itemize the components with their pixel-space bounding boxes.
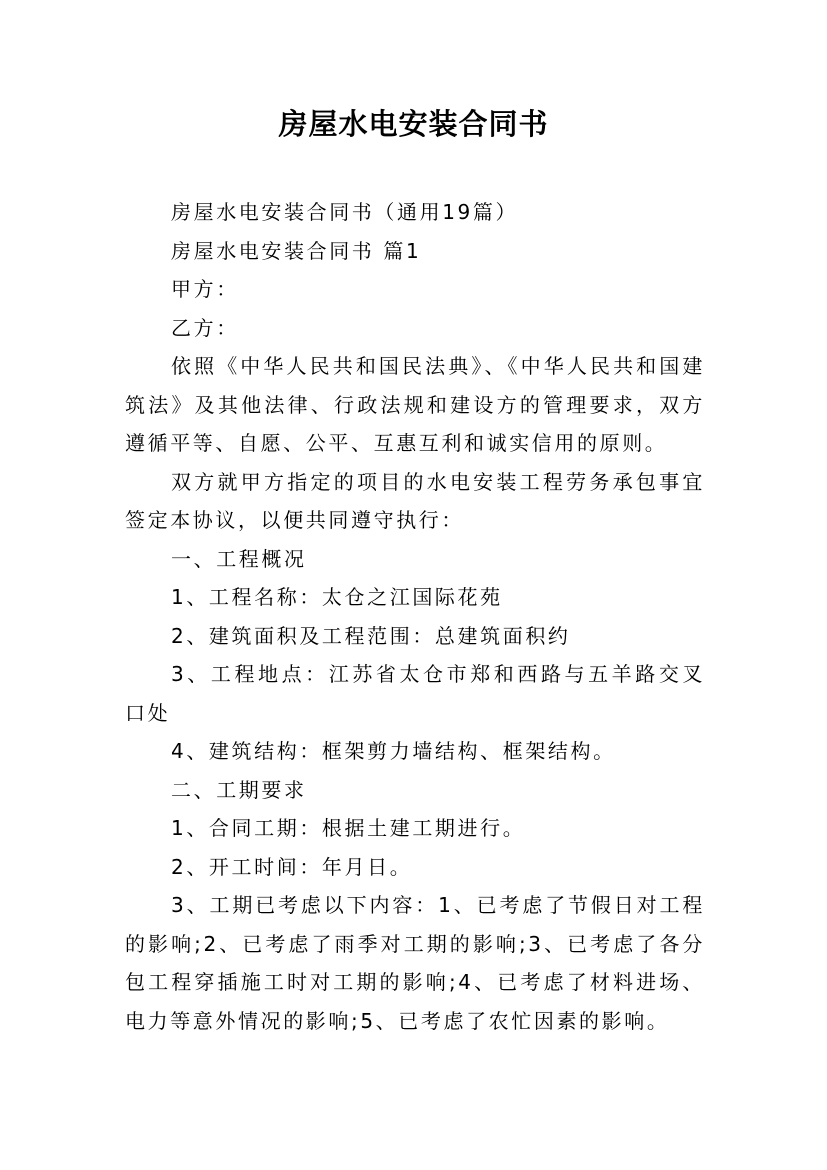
- section-heading-overview: 一、工程概况: [171, 546, 307, 571]
- paragraph-subtitle: 房屋水电安装合同书（通用19篇）: [171, 200, 519, 224]
- paragraph-building-area: 2、建筑面积及工程范围：总建筑面积约: [171, 623, 571, 648]
- paragraph-part-heading: 房屋水电安装合同书 篇1: [171, 238, 422, 263]
- paragraph-start-date: 2、开工时间：年月日。: [171, 854, 413, 879]
- document-title: 房屋水电安装合同书: [278, 107, 549, 141]
- paragraph-project-location: 3、工程地点：江苏省太仓市郑和西路与五羊路交叉口处: [125, 662, 705, 725]
- paragraph-project-name: 1、工程名称：太仓之江国际花苑: [171, 585, 503, 609]
- section-heading-schedule: 二、工期要求: [171, 777, 307, 802]
- paragraph-legal-basis: 依照《中华人民共和国民法典》、《中华人民共和国建筑法》及其他法律、行政法规和建设方的管理要求，双方遵循平等、自愿、公平、互惠互利和诚实信用的原则。: [125, 354, 705, 455]
- paragraph-agreement-intro: 双方就甲方指定的项目的水电安装工程劳务承包事宜签定本协议，以便共同遵守执行：: [125, 469, 705, 532]
- paragraph-building-structure: 4、建筑结构：框架剪力墙结构、框架结构。: [171, 739, 616, 763]
- paragraph-schedule-considerations: 3、工期已考虑以下内容：1、已考虑了节假日对工程的影响;2、已考虑了雨季对工期的影响;3、已考虑了各分包工程穿插施工时对工期的影响;4、已考虑了材料进场、电力等意外情况的影响;5、已考虑了农忙因素的影响。: [125, 893, 705, 1033]
- paragraph-party-b: 乙方：: [171, 315, 239, 340]
- paragraph-contract-period: 1、合同工期：根据土建工期进行。: [171, 816, 526, 840]
- paragraph-party-a: 甲方：: [171, 277, 239, 301]
- document-body: [125, 193, 705, 1040]
